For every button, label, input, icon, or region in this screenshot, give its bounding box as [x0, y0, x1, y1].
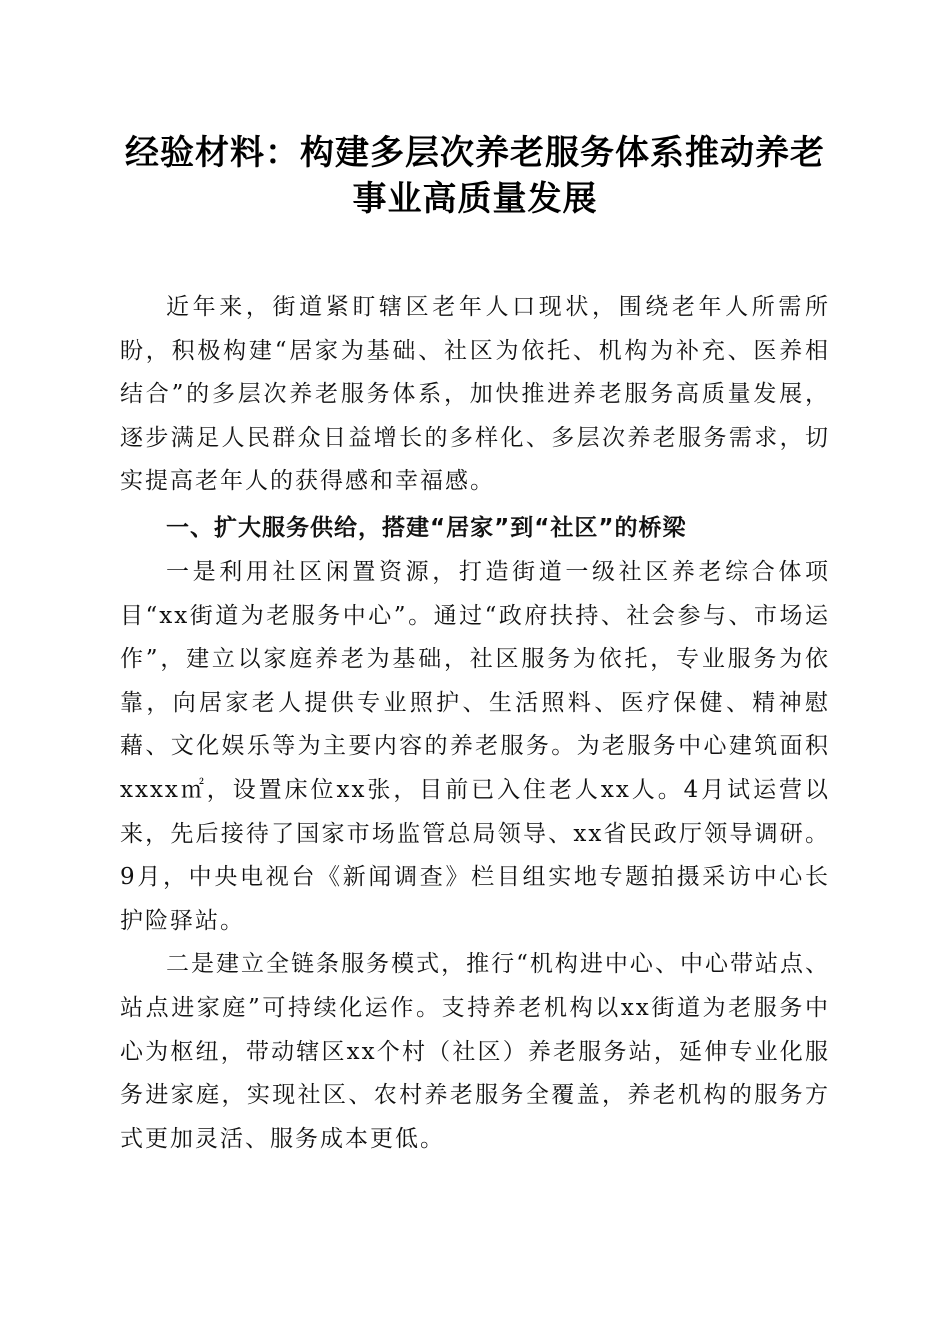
- document-title: [120, 130, 830, 222]
- document-page: [120, 130, 830, 1161]
- section-1-paragraph-2: 二是建立全链条服务模式，推行“机构进中心、中心带站点、站点进家庭”可持续化运作。支持养老机构以xx街道为老服务中心为枢纽，带动辖区xx个村（社区）养老服务站，延伸专业化服务进家庭，实现社区、农村养老服务全覆盖，养老机构的服务方式更加灵活、服务成本更低。: [120, 951, 830, 1152]
- title-line-1: 经验材料：构建多层次养老服务体系推动养老: [125, 133, 825, 173]
- section-1-heading: 一、扩大服务供给，搭建“居家”到“社区”的桥梁: [166, 514, 687, 541]
- document-body: [120, 286, 830, 1161]
- intro-paragraph: 近年来，街道紧盯辖区老年人口现状，围绕老年人所需所盼，积极构建“居家为基础、社区为依托、机构为补充、医养相结合”的多层次养老服务体系，加快推进养老服务高质量发展，逐步满足人民群众日益增长的多样化、多层次养老服务需求，切实提高老年人的获得感和幸福感。: [120, 294, 830, 495]
- title-line-2: 事业高质量发展: [352, 179, 598, 219]
- section-1-paragraph-1: 一是利用社区闲置资源，打造街道一级社区养老综合体项目“xx街道为老服务中心”。通过“政府扶持、社会参与、市场运作”，建立以家庭养老为基础，社区服务为依托，专业服务为依靠，向居家老人提供专业照护、生活照料、医疗保健、精神慰藉、文化娱乐等为主要内容的养老服务。为老服务中心建筑面积xxxx㎡，设置床位xx张，目前已入住老人xx人。4月试运营以来，先后接待了国家市场监管总局领导、xx省民政厅领导调研。9月，中央电视台《新闻调查》栏目组实地专题拍摄采访中心长护险驿站。: [120, 558, 830, 934]
